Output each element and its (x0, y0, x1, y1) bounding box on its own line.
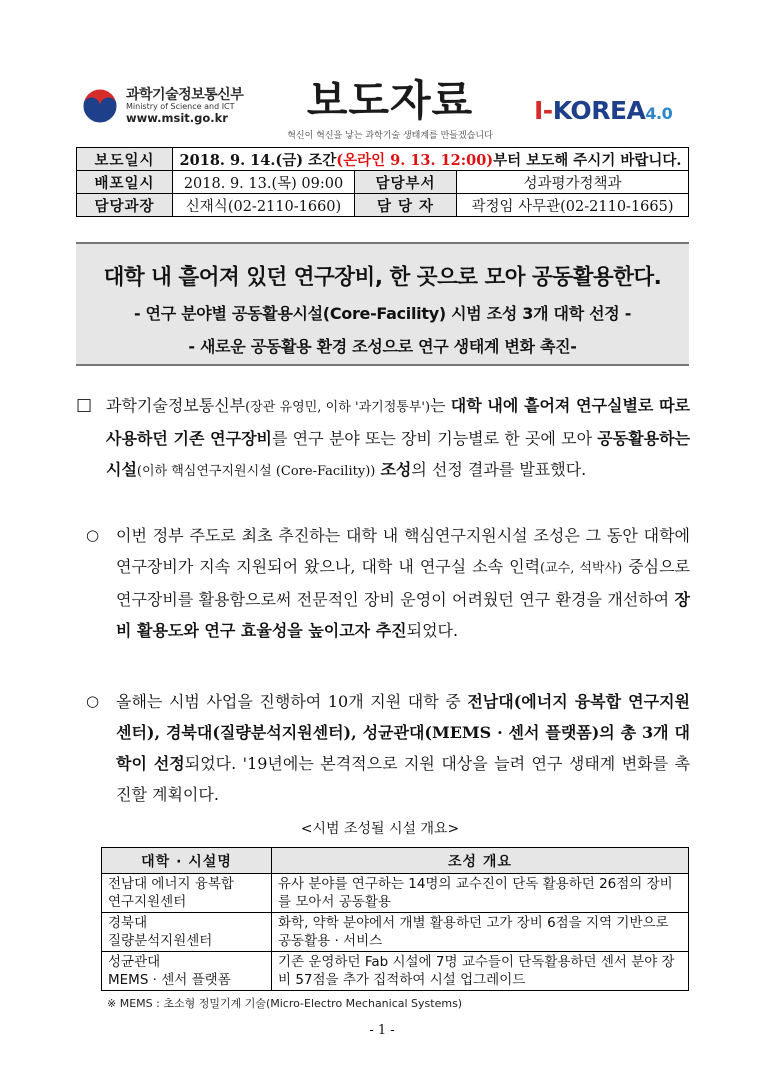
logo-i: I- (534, 96, 553, 125)
embargo-tail: 부터 보도해 주시기 바랍니다. (493, 151, 682, 169)
facility-desc-cell: 기존 운영하던 Fab 시설에 7명 교수들이 단독활용하던 센서 분야 장비 57점을 추가 집적하여 시설 업그레이드 (272, 952, 689, 991)
embargo-row (77, 148, 689, 171)
circle-bullet-icon: ○ (86, 526, 100, 544)
dist-value: 2018. 9. 13.(목) 09:00 (173, 171, 355, 194)
contact-label: 담 당 자 (355, 194, 457, 217)
p1-aside-2: (이하 핵심연구지원시설 (Core-Facility)) (136, 464, 376, 479)
facility-name-line2: 연구지원센터 (108, 894, 187, 910)
ministry-logo (80, 86, 243, 126)
paragraph-3 (116, 686, 690, 810)
headline-main: 대학 내 흩어져 있던 연구장비, 한 곳으로 모아 공동활용한다. (103, 265, 662, 290)
table-row (102, 952, 689, 991)
facility-name-line1: 성균관대 (108, 954, 161, 970)
ministry-name-en: Ministry of Science and ICT (126, 102, 235, 112)
logo-version: 4.0 (645, 104, 673, 123)
director-value: 신재식(02-2110-1660) (173, 194, 355, 217)
col-header-facility: 대학 · 시설명 (102, 848, 272, 874)
headline-sub-1: - 연구 분야별 공동활용시설(Core-Facility) 시범 조성 3개 대학 선정 - (133, 304, 632, 323)
facility-name-line1: 경북대 (108, 915, 148, 931)
p1-text-e: 를 연구 분야 또는 장비 기능별로 한 곳에 모아 (272, 429, 598, 448)
table-row (102, 913, 689, 952)
footnote: ※ MEMS : 초소형 정밀기계 기술(Micro-Electro Mechanical Systems) (107, 997, 463, 1010)
dist-label: 배포일시 (77, 171, 173, 194)
dept-value: 성과평가정책과 (457, 171, 689, 194)
contact-row (77, 194, 689, 217)
headline-sub-2: - 새로운 공동활용 환경 조성으로 연구 생태계 변화 촉진- (188, 337, 577, 356)
p1-aside: (장관 유영민, 이하 '과기정통부') (245, 400, 431, 415)
facility-name-cell (102, 874, 272, 913)
p2-text-a: 이번 정부 주도로 최초 추진하는 대학 내 핵심연구지원시설 조성은 그 동안 대학에 연구장비가 지속 지원되어 왔으나, 대학 내 연구실 소속 인력 (116, 526, 690, 576)
table-row (102, 874, 689, 913)
taegeuk-emblem-icon (80, 86, 120, 126)
press-release-title: 보도자료 (306, 76, 474, 125)
facility-name-cell (102, 952, 272, 991)
page-number: - 1 - (369, 1023, 395, 1038)
p3-text-a: 올해는 시범 사업을 진행하여 10개 지원 대학 중 (116, 692, 468, 711)
p2-aside: (교수, 석박사) (540, 561, 623, 576)
contact-value: 곽정임 사무관(02-2110-1665) (457, 194, 689, 217)
i-korea-logo (534, 98, 672, 123)
p3-bold-selected: 전남대(에너지 융복합 연구지원센터), 경북대(질량분석지원센터), 성균관대(MEMS · 센서 플랫폼)의 총 3개 대학이 선정 (116, 692, 691, 773)
release-info-table (76, 147, 689, 217)
facility-desc-cell: 화학, 약학 분야에서 개별 활용하던 고가 장비 6점을 지역 기반으로 공동활용 · 서비스 (272, 913, 689, 952)
ministry-url: www.msit.go.kr (126, 110, 228, 125)
embargo-value (173, 148, 689, 171)
ministry-name-ko: 과학기술정보통신부 (126, 87, 244, 104)
distribution-row (77, 171, 689, 194)
p1-bold-facility: 공동활용하는 시설 (106, 429, 691, 479)
p1-bold-build: 조성 (380, 460, 412, 479)
square-bullet-icon: □ (76, 395, 93, 415)
embargo-online: (온라인 9. 13. 12:00) (336, 151, 494, 169)
facility-name-line1: 전남대 에너지 융복합 (108, 876, 234, 892)
logo-korea: KOREA (552, 96, 646, 125)
p1-ministry: 과학기술정보통신부 (106, 396, 246, 415)
paragraph-1 (106, 390, 690, 487)
facility-table (101, 847, 689, 991)
embargo-date: 2018. 9. 14.(금) 조간 (179, 151, 337, 169)
facility-table-header (102, 848, 689, 874)
p1-bold-equipment: 대학 내에 흩어져 연구실별로 따로 사용하던 기존 연구장비 (106, 396, 690, 448)
facility-desc-cell: 유사 분야를 연구하는 14명의 교수진이 단독 활용하던 26점의 장비를 모아서 공동활용 (272, 874, 689, 913)
facility-name-line2: MEMS · 센서 플랫폼 (108, 972, 231, 988)
p3-text-c: 되었다. '19년에는 본격적으로 지원 대상을 늘려 연구 생태계 변화를 촉진할 계획이다. (116, 754, 690, 804)
facility-name-line2: 질량분석지원센터 (108, 933, 213, 949)
facility-name-cell (102, 913, 272, 952)
slogan: 혁신이 혁신을 낳는 과학기술 생태계를 만들겠습니다 (287, 131, 493, 141)
table-caption: <시범 조성될 시설 개요> (300, 821, 460, 837)
dept-label: 담당부서 (355, 171, 457, 194)
col-header-summary: 조성 개요 (272, 848, 689, 874)
p1-text-c: 는 (430, 396, 451, 415)
headline-box (76, 242, 689, 366)
p2-text-e: 되었다. (406, 621, 459, 640)
p2-text-c: 중심으로 연구장비를 활용함으로써 전문적인 장비 운영이 어려웠던 연구 환경을 개선하여 (116, 557, 690, 609)
p2-bold-goal: 장비 활용도와 연구 효율성을 높이고자 추진 (116, 590, 690, 640)
director-label: 담당과장 (77, 194, 173, 217)
circle-bullet-icon: ○ (86, 692, 100, 710)
paragraph-2 (116, 520, 690, 646)
embargo-label: 보도일시 (77, 148, 173, 171)
p1-text-j: 의 선정 결과를 발표했다. (411, 460, 587, 479)
press-header (0, 0, 764, 140)
